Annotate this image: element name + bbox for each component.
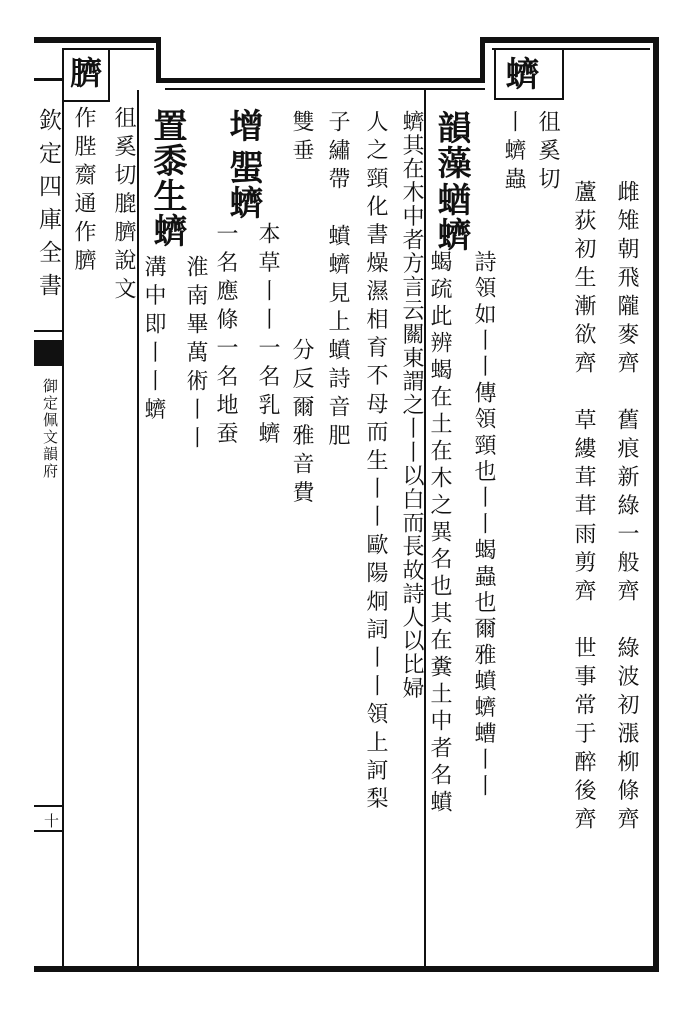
poem-lines-1: 雌雉朝飛隴麥齊 舊痕新綠一般齊 綠波初漲柳條齊 bbox=[614, 180, 639, 836]
entry-text-7: 本草丨丨一名乳蠐 bbox=[255, 222, 280, 450]
column-divider bbox=[424, 90, 426, 968]
frame-top-right bbox=[480, 37, 655, 43]
entry-word-feiqi: 蜰蠐 bbox=[223, 150, 263, 220]
entry-text-8: 一名應條一名地蚕 bbox=[213, 222, 238, 450]
box-right-right-edge bbox=[562, 48, 564, 100]
entry-text-4: 人之頸化書燥濕相育不母而生丨丨歐陽炯詞丨丨領上訶梨 bbox=[363, 110, 388, 815]
entry-text-5: 子繡帶 蟦蠐見上蟦詩音肥 bbox=[325, 110, 350, 452]
frame-right-outer bbox=[653, 37, 659, 972]
box-right-left-edge bbox=[494, 48, 496, 100]
frame-inner-line bbox=[165, 88, 485, 90]
section-title: 御定佩文韻府 bbox=[41, 378, 59, 480]
frame-top-middle bbox=[159, 78, 480, 83]
heading-qi-note-a: 徂奚切膍臍說文 bbox=[111, 106, 136, 306]
section-heading-yunzao: 韻藻 bbox=[431, 110, 471, 180]
entry-text-1: 詩領如丨丨傳領頸也丨丨蝎蟲也爾雅蟦蠐螬丨丨 bbox=[471, 250, 496, 801]
box-left-bottom bbox=[64, 100, 110, 102]
frame-step-right bbox=[480, 37, 485, 83]
entry-text-10: 溝中即丨丨蠐 bbox=[141, 255, 166, 426]
entry-text-9: 淮南畢萬術丨丨 bbox=[183, 255, 208, 455]
entry-text-3: 蠐其在木中者方言云關東謂之丨丨以白而長故詩人以比婦 bbox=[399, 110, 424, 700]
frame-inner-top-right bbox=[492, 48, 650, 50]
headword-fanqie: 徂奚切 bbox=[535, 110, 560, 196]
entry-text-2: 蝎疏此辨蝎在土在木之異名也其在糞土中者名蟦 bbox=[427, 250, 452, 817]
section-heading-zeng: 增 bbox=[223, 108, 263, 143]
box-right-bottom bbox=[494, 98, 564, 100]
headword-gloss: 丨蠐蟲 bbox=[501, 110, 526, 196]
margin-tick-3 bbox=[34, 805, 64, 807]
entry-word-zhishushengqi: 置黍生蠐 bbox=[147, 108, 187, 248]
poem-lines-2: 蘆荻初生漸欲齊 草縷茸茸雨剪齊 世事常于醉後齊 bbox=[571, 180, 596, 836]
page-number: 十 bbox=[44, 812, 60, 830]
heading-qi-char: 臍 bbox=[65, 56, 103, 88]
entry-text-6: 雙垂 分反爾雅音費 bbox=[289, 110, 314, 509]
frame-top-left bbox=[34, 37, 159, 43]
margin-top-tick bbox=[34, 78, 64, 81]
box-left-right-edge bbox=[108, 48, 110, 102]
book-title: 欽定四庫全書 bbox=[35, 108, 61, 306]
entry-word-qiuqi: 蝤蠐 bbox=[431, 182, 471, 252]
headword-char: 蠐 bbox=[499, 56, 539, 90]
heading-qi-note-b: 作䏶齌通作臍 bbox=[71, 106, 96, 277]
margin-fishtail bbox=[34, 340, 64, 366]
margin-tick-2 bbox=[34, 330, 64, 332]
frame-bottom bbox=[34, 966, 659, 972]
column-divider bbox=[137, 90, 139, 968]
frame-step-left bbox=[156, 37, 161, 83]
